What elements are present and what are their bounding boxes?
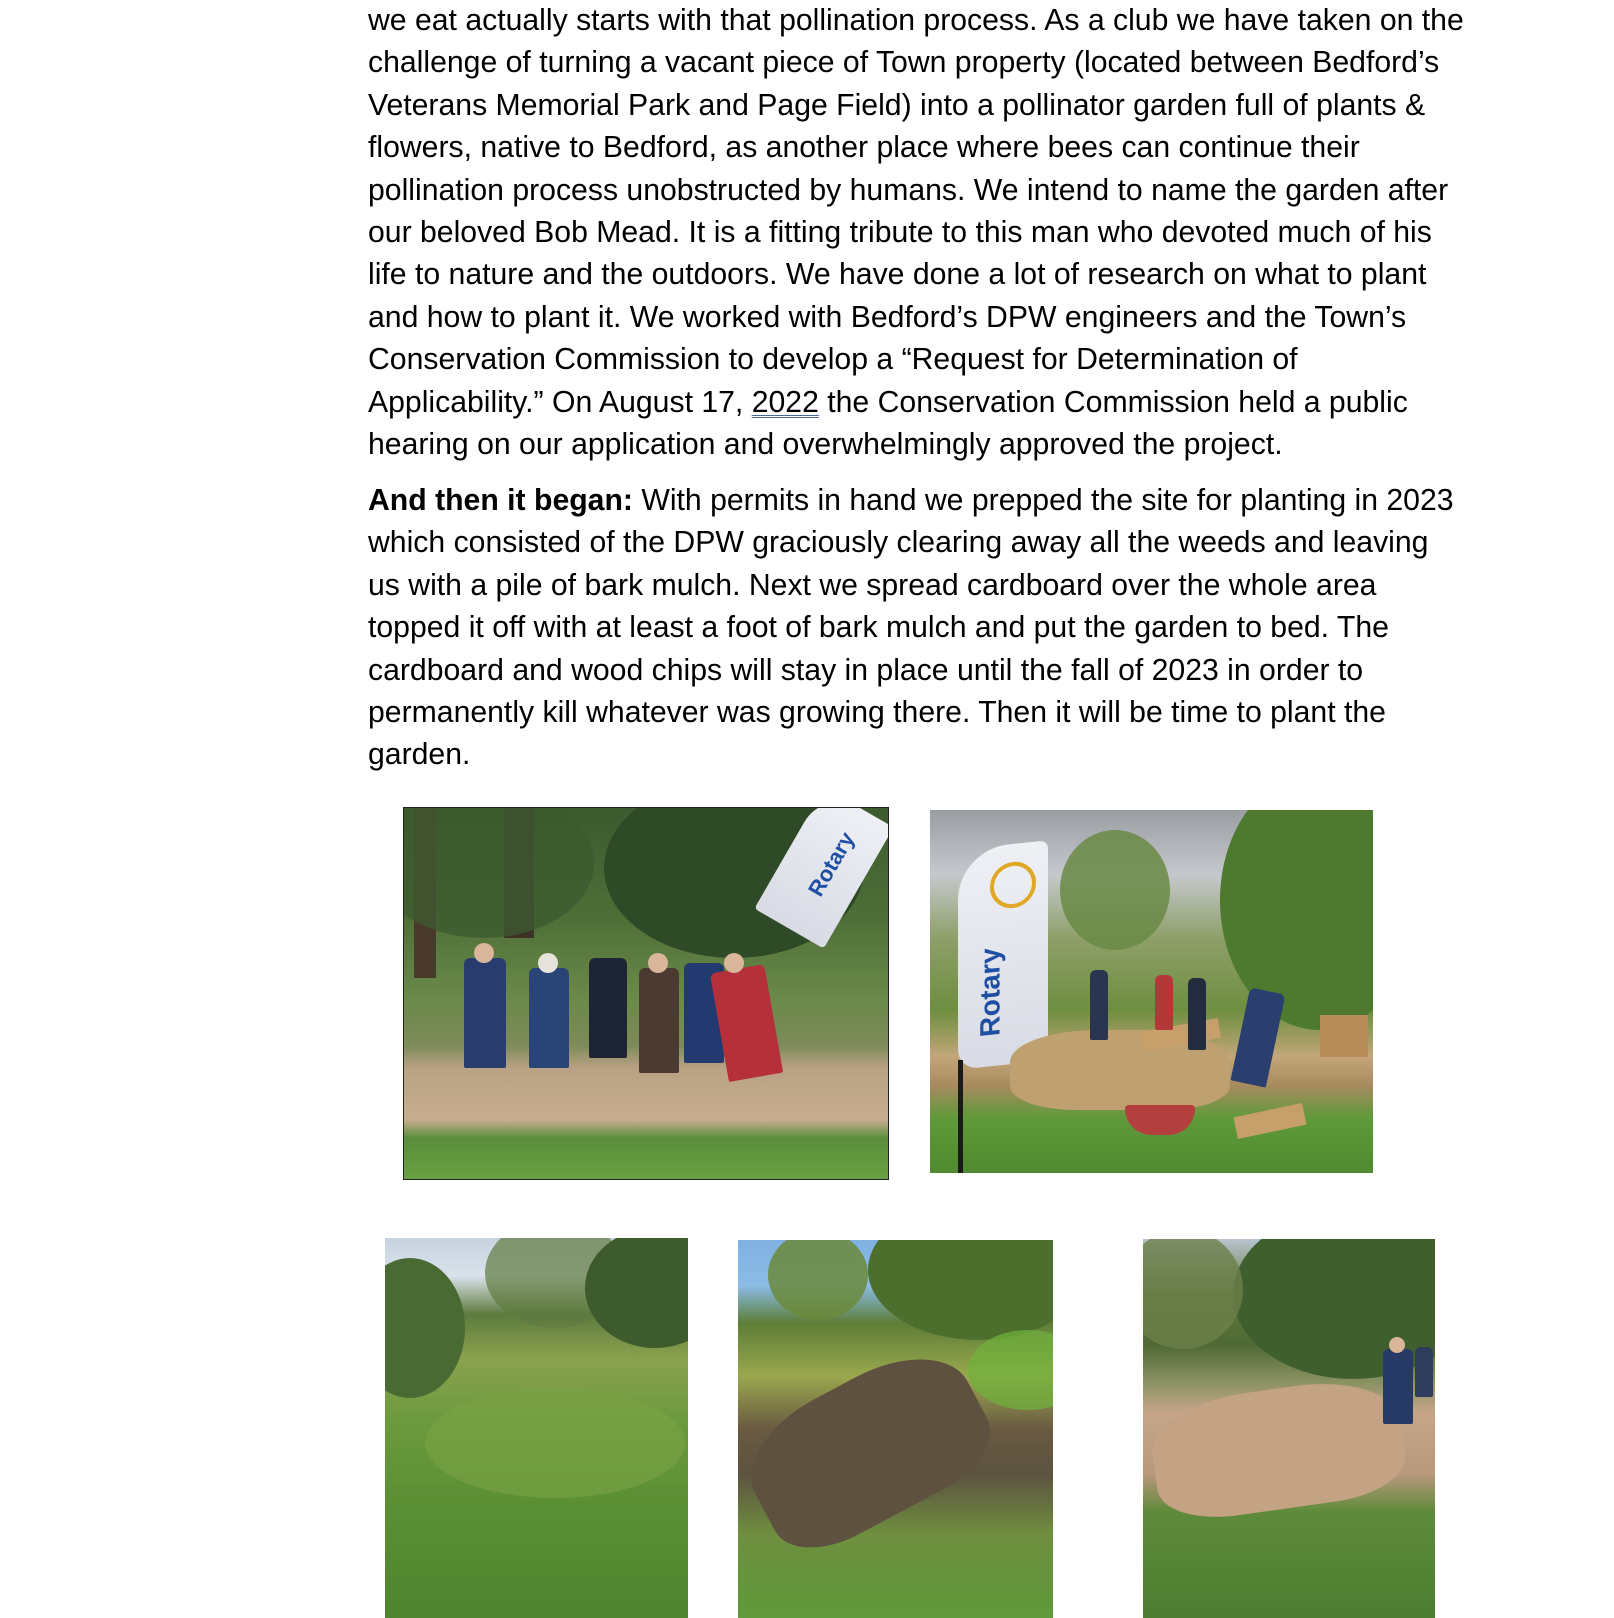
- paragraph-and-then-it-began: [368, 480, 1568, 777]
- flag-label: Rotary: [803, 827, 860, 901]
- tree-canopy: [868, 1240, 1053, 1340]
- volunteer: [1155, 975, 1173, 1030]
- volunteer-head: [538, 953, 558, 973]
- text-line: we eat actually starts with that pollination process. As a club we have taken on the: [368, 4, 1464, 37]
- cardboard-box: [1320, 1015, 1368, 1057]
- text-line: [368, 480, 1568, 522]
- text-segment: With permits in hand we prepped the site for planting in 2023: [632, 484, 1454, 517]
- mulch-bed: [1146, 1372, 1410, 1526]
- text-line: pollination process unobstructed by humans. We intend to name the garden after: [368, 173, 1449, 207]
- text-segment: the Conservation Commission held a public: [818, 385, 1408, 419]
- volunteer: [1231, 987, 1286, 1087]
- volunteer: [1188, 978, 1206, 1050]
- tree-canopy: [385, 1258, 465, 1398]
- photo-volunteers-group: [403, 807, 889, 1180]
- rotary-wheel-icon: [990, 860, 1036, 911]
- volunteer: [1383, 1349, 1413, 1424]
- text-line: flowers, native to Bedford, as another place where bees can continue their: [368, 131, 1360, 165]
- text-line: permanently kill whatever was growing there. Then it will be time to plant the: [368, 695, 1386, 729]
- photo-volunteers-working: [930, 810, 1373, 1173]
- text-line: Veterans Memorial Park and Page Field) into a pollinator garden full of plants &: [368, 88, 1426, 122]
- volunteer-head: [474, 943, 494, 963]
- paragraph-heading: And then it began:: [368, 484, 633, 517]
- text-line: [368, 382, 1568, 424]
- tree-canopy: [768, 1240, 868, 1320]
- volunteer: [464, 958, 506, 1068]
- text-segment: Applicability.” On August 17,: [368, 385, 752, 419]
- text-line: cardboard and wood chips will stay in place until the fall of 2023 in order to: [368, 653, 1364, 687]
- underlined-year-2022[interactable]: 2022: [751, 385, 819, 419]
- photo-cleared-soil: [738, 1240, 1053, 1618]
- text-line: hearing on our application and overwhelmingly approved the project.: [368, 427, 1283, 461]
- tree-canopy: [403, 807, 594, 938]
- volunteer: [710, 964, 783, 1082]
- tree-canopy: [1143, 1239, 1243, 1349]
- wheelbarrow: [1125, 1105, 1195, 1135]
- tree-canopy: [1060, 830, 1170, 950]
- text-line: garden.: [368, 738, 471, 772]
- text-line: which consisted of the DPW graciously clearing away all the weeds and leaving: [368, 526, 1429, 560]
- tree-canopy: [585, 1238, 688, 1348]
- text-line: us with a pile of bark mulch. Next we spread cardboard over the whole area: [368, 568, 1377, 602]
- volunteer: [1415, 1347, 1433, 1397]
- text-line: challenge of turning a vacant piece of Town property (located between Bedford’s: [368, 46, 1440, 80]
- text-line: Conservation Commission to develop a “Request for Determination of: [368, 343, 1298, 377]
- text-line: and how to plant it. We worked with Bedford’s DPW engineers and the Town’s: [368, 300, 1407, 334]
- text-line: life to nature and the outdoors. We have done a lot of research on what to plant: [368, 258, 1427, 292]
- paragraph-pollinator-garden: [368, 0, 1568, 466]
- text-line: our beloved Bob Mead. It is a fitting tribute to this man who devoted much of his: [368, 215, 1432, 249]
- photo-overgrown-lot: [385, 1238, 688, 1618]
- rotary-flag: [958, 840, 1048, 1069]
- tree-canopy: [1220, 810, 1373, 1030]
- volunteer-head: [648, 953, 668, 973]
- flag-pole: [958, 1060, 963, 1173]
- bare-soil: [738, 1332, 1007, 1568]
- volunteer-head: [724, 953, 744, 973]
- volunteer: [529, 968, 569, 1068]
- volunteer: [1090, 970, 1108, 1040]
- photo-mulched-bed: [1143, 1239, 1435, 1618]
- volunteer: [639, 968, 679, 1073]
- flag-label: Rotary: [974, 946, 1006, 1039]
- weed-patch: [425, 1388, 685, 1498]
- lawn: [968, 1330, 1053, 1410]
- volunteer: [589, 958, 627, 1058]
- cardboard-sheet: [1233, 1103, 1306, 1139]
- text-line: topped it off with at least a foot of bark mulch and put the garden to bed. The: [368, 611, 1389, 645]
- volunteer-head: [1389, 1337, 1405, 1353]
